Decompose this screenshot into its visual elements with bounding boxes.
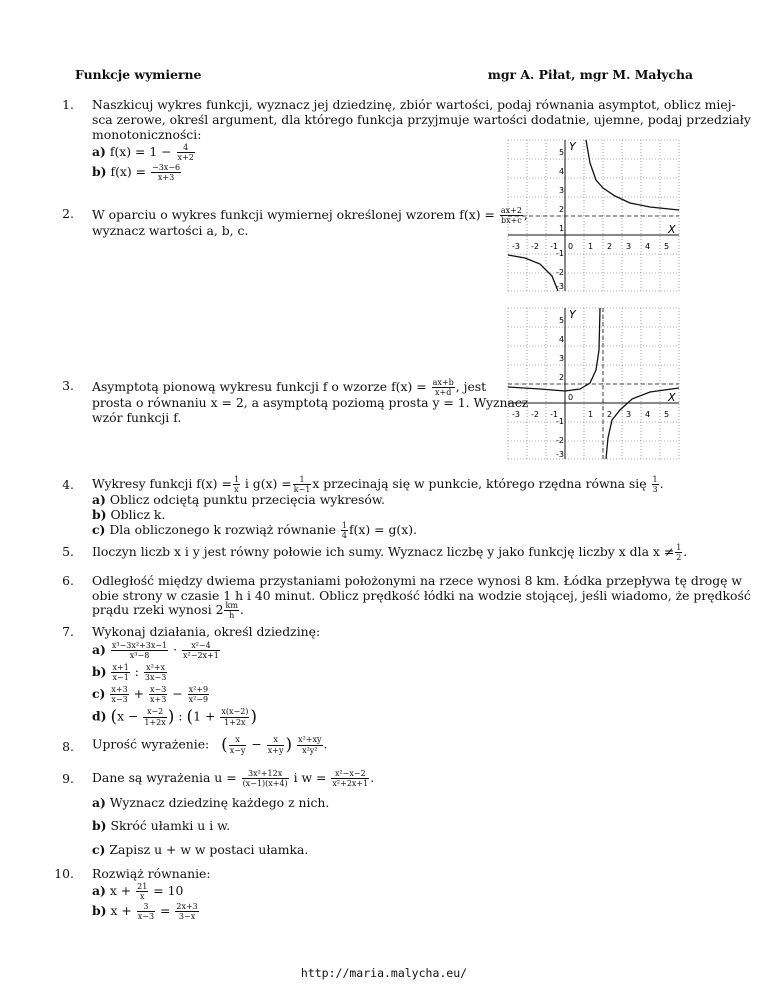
task-7d: d) (x − $\frac{x-2}{1+2x}$ ) : (1 + $\frac{x(x-2)}{1+2x}$ ): [92, 707, 258, 727]
task-2-line-1: W oparciu o wykres funkcji wymiernej określonej wzorem f(x) = $\frac{ax+2}{bx+c}$ ,: [92, 206, 528, 226]
task-6-line-2: obie strony w czasie 1 h i 40 minut. Oblicz prędkość łódki na wodzie stojącej, jeśli wiadomo, że prędkość: [92, 588, 751, 603]
graph-1-x-tick: 4: [645, 242, 651, 251]
graph-1-x-tick: -2: [531, 242, 539, 251]
graph-2-x-tick: 2: [607, 410, 613, 419]
graph-1-x-tick: 1: [588, 242, 594, 251]
task-8-text: Uprość wyrażenie: ( $\frac{x}{x-y}$ − $\frac{x}{x+y}$ ) $\frac{\text{x²+xy}}{\text{x²y²}}$ .: [92, 735, 328, 755]
graph-1-y-tick: -1: [556, 249, 564, 258]
task-10a: a) x + $\frac{21}{x}$ = 10: [92, 882, 184, 902]
footer-url: http://maria.malycha.eu/: [300, 966, 468, 980]
graph-2-y-tick: -2: [556, 436, 564, 445]
graph-2-y-tick: 4: [559, 335, 565, 344]
graph-1-y-axis-label: Y: [569, 140, 576, 153]
task-7a: a) $\frac{\text{x³−3x²+3x−1}}{\text{x³−8}}$ · $\frac{\text{x²−4}}{\text{x²−2x+1}}$: [92, 641, 219, 661]
graph-2-y-tick: 3: [559, 354, 565, 363]
task-1b-fraction: $\frac{-3x-6}{x+3}$: [152, 163, 181, 183]
graph-1-x-tick: 2: [607, 242, 613, 251]
task-1b: [92, 163, 182, 182]
task-3-number: 3.: [62, 378, 74, 393]
graph-1-y-tick: -3: [556, 282, 564, 291]
task-9-number: 9.: [62, 771, 74, 786]
task-4b: b) Oblicz k.: [92, 507, 166, 522]
task-2-fraction: $\frac{ax+2}{bx+c}$: [500, 206, 522, 226]
task-1-line-1: Naszkicuj wykres funkcji, wyznacz jej dziedzinę, zbiór wartości, podaj równania asymptot, oblicz miej-: [92, 97, 736, 112]
graph-2-curve-left: [508, 308, 600, 391]
graph-2-y-axis-label: Y: [569, 308, 576, 321]
task-1-line-3: monotoniczności:: [92, 127, 202, 142]
graph-1-x-tick: -3: [512, 242, 520, 251]
task-3-line-3: wzór funkcji f.: [92, 410, 182, 425]
task-6-line-1: Odległość między dwiema przystaniami położonymi na rzece wynosi 8 km. Łódka przepływa tę drogę w: [92, 573, 743, 588]
graph-2-y-tick: -3: [556, 450, 564, 459]
task-4a: a) Oblicz odciętą punktu przecięcia wykresów.: [92, 492, 385, 507]
graph-1-x-axis-label: X: [668, 223, 676, 236]
graph-2-x-tick: 3: [626, 410, 632, 419]
task-10-number: 10.: [54, 866, 74, 881]
graph-1-y-tick: 3: [559, 186, 565, 195]
task-1b-label: b): [92, 164, 107, 180]
task-2-number: 2.: [62, 206, 74, 221]
task-10-title: Rozwiąż równanie:: [92, 866, 211, 881]
graph-2-x-tick: 1: [588, 410, 594, 419]
graph-1-x-tick: 3: [626, 242, 632, 251]
task-1b-lhs: f(x) =: [110, 164, 147, 180]
graph-1-x-tick: 5: [664, 242, 670, 251]
graph-1: [505, 137, 683, 297]
task-9a: a) Wyznacz dziedzinę każdego z nich.: [92, 795, 330, 810]
task-4c: c) Dla obliczonego k rozwiąż równanie $\frac{1}{4}$ f(x) = g(x).: [92, 521, 417, 541]
task-8-number: 8.: [62, 739, 74, 754]
graph-1-grid: [508, 140, 679, 291]
graph-1-x-tick: 0: [568, 242, 574, 251]
task-9-text: Dane są wyrażenia u = $\frac{\text{3x²+12x}}{(x-1)(x+4)}$ i w = $\frac{\text{x²−x−2}}{\text{x²+2x+1}}$ .: [92, 769, 375, 789]
task-1a-lhs: f(x) = 1 −: [109, 144, 172, 160]
graph-2-y-tick: -1: [556, 417, 564, 426]
task-7-number: 7.: [62, 624, 74, 639]
task-6-line-3: prądu rzeki wynosi 2 $\frac{km}{h}$ .: [92, 601, 244, 621]
task-4-line-1: Wykresy funkcji f(x) = $\frac{1}{x}$ i g(x) = $\frac{1}{k-1}$ x przecinają się w punkcie, którego rzędna równa się $\frac{1}{3}$ .: [92, 475, 664, 495]
graph-1-x-tick: -1: [550, 242, 558, 251]
graph-2-x-tick: 4: [645, 410, 651, 419]
graph-2-x-tick: 5: [664, 410, 670, 419]
graph-2-x-axis-label: X: [668, 391, 676, 404]
task-7-title: Wykonaj działania, określ dziedzinę:: [92, 624, 321, 639]
task-1-line-2: sca zerowe, określ argument, dla którego funkcja przyjmuje wartości dodatnie, ujemne, podaj przedziały: [92, 112, 751, 127]
graph-1-curve-right: [586, 140, 679, 210]
graph-2-y-tick: 5: [559, 316, 565, 325]
graph-2-x-tick: -3: [512, 410, 520, 419]
graph-2-x-tick: -1: [550, 410, 558, 419]
header-left: Funkcje wymierne: [75, 67, 202, 82]
graph-2: [505, 305, 683, 463]
task-1a-fraction: $\frac{4}{x+2}$: [177, 143, 194, 163]
graph-1-y-tick: 5: [559, 148, 565, 157]
graph-1-y-tick: 4: [559, 167, 565, 176]
task-2-line-2: wyznacz wartości a, b, c.: [92, 223, 249, 238]
graph-2-grid: [508, 308, 679, 459]
task-3-line-2: prosta o równaniu x = 2, a asymptotą poziomą prosta y = 1. Wyznacz: [92, 395, 529, 410]
task-1a-label: a): [92, 144, 106, 160]
task-6-number: 6.: [62, 573, 74, 588]
task-10b: b) x + $\frac{3}{x-3}$ = $\frac{2x+3}{3-x}$: [92, 902, 198, 922]
graph-2-x-tick: 0: [568, 393, 574, 402]
task-9b: b) Skróć ułamki u i w.: [92, 818, 231, 833]
graph-2-x-tick: -2: [531, 410, 539, 419]
graph-2-y-tick: 2: [559, 373, 565, 382]
task-7b: b) $\frac{x+1}{x-1}$ : $\frac{\text{x²+x}}{3x-3}$: [92, 663, 167, 683]
task-3-line-1: Asymptotą pionową wykresu funkcji f o wzorze f(x) = $\frac{ax+b}{x+d}$ , jest: [92, 378, 487, 398]
task-5-text: Iloczyn liczb x i y jest równy połowie ich sumy. Wyznacz liczbę y jako funkcję liczby x dla x ≠ $\frac{1}{2}$ .: [92, 543, 688, 563]
task-3-fraction: $\frac{ax+b}{x+d}$: [432, 378, 454, 398]
task-1a: [92, 143, 196, 162]
task-1-number: 1.: [62, 97, 74, 112]
task-9c: c) Zapisz u + w w postaci ułamka.: [92, 842, 309, 857]
header-right: mgr A. Piłat, mgr M. Małycha: [487, 67, 693, 82]
task-7c: c) $\frac{x+3}{x-3}$ + $\frac{x-3}{x+3}$ − $\frac{\text{x²+9}}{\text{x²−9}}$: [92, 685, 209, 705]
task-4-number: 4.: [62, 477, 74, 492]
graph-1-y-tick: 2: [559, 205, 565, 214]
graph-1-y-tick: 1: [559, 224, 565, 233]
graph-1-y-tick: -2: [556, 268, 564, 277]
task-5-number: 5.: [62, 544, 74, 559]
